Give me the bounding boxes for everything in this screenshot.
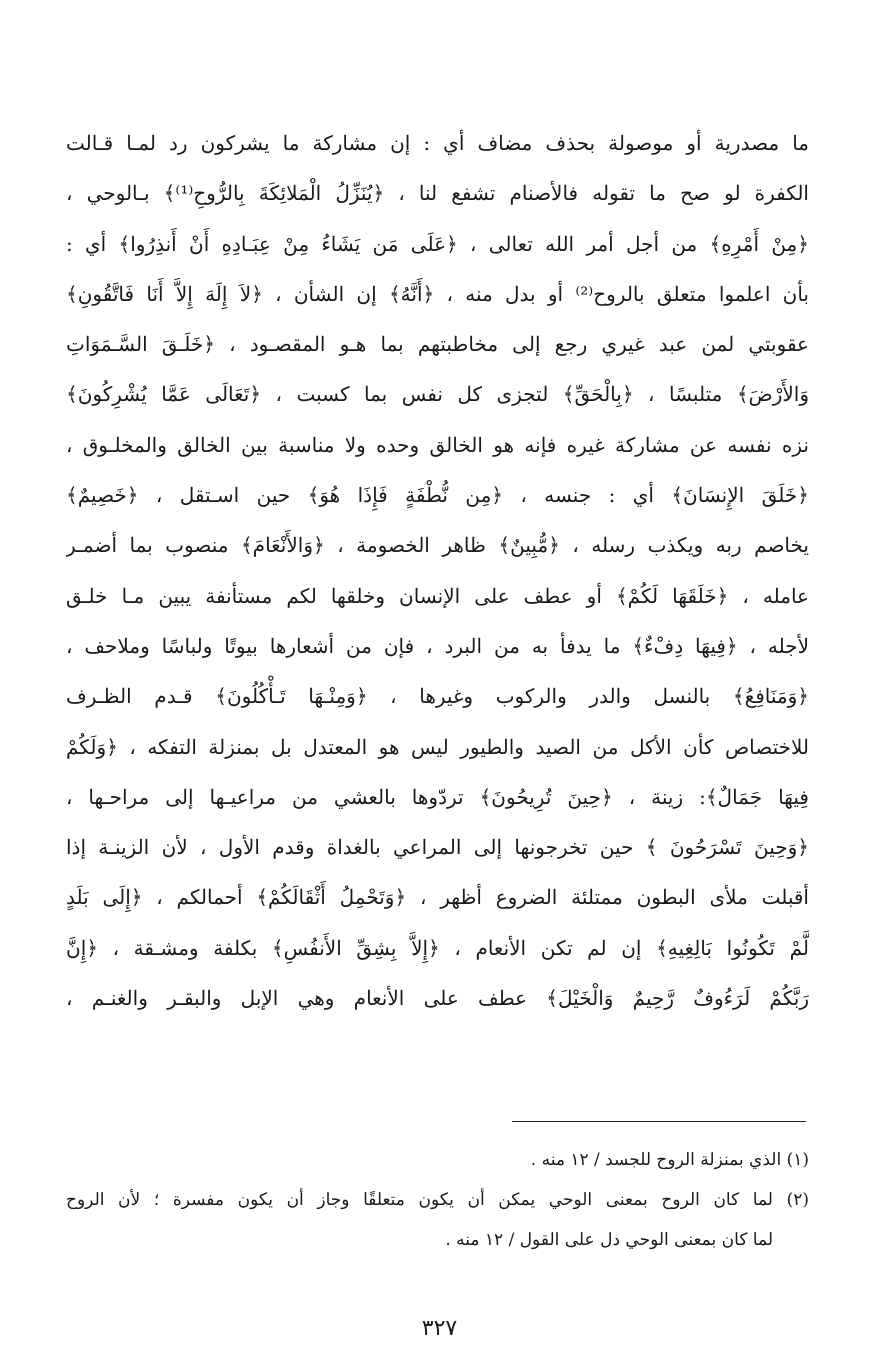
main-text [66, 118, 809, 1023]
text-line: يخاصم ربه ويكذب رسله ، ﴿مُّبِينٌ﴾ ظاهر الخصومة ، ﴿وَالأَنْعَامَ﴾ منصوب بما أضمـر [66, 533, 809, 558]
footnote-divider [512, 1121, 806, 1122]
text-line: للاختصاص كأن الأكل من الصيد والطيور ليس هو المعتدل بل بمنزلة التفكه ، ﴿وَلَكُمْ [66, 734, 809, 759]
text-line: عامله ، ﴿خَلَقَهَا لَكُمْ﴾ أو عطف على الإنسان وخلقها لكم مستأنفة يبين مـا خلـق [66, 583, 809, 608]
footnote-2: (٢) لما كان الروح بمعنى الوحي يمكن أن يكون متعلقًا وجاز أن يكون مفسرة ؛ لأن الروح [66, 1190, 809, 1210]
footnote-1: (١) الذي بمنزلة الروح للجسد / ١٢ منه . [530, 1150, 809, 1170]
text-line: لَّمْ تَكُونُوا بَالِغِيهِ﴾ إن لم تكن الأنعام ، ﴿إِلاَّ بِشِقِّ الأَنفُسِ﴾ بكلفة ومشـقة ، ﴿إِنَّ [66, 935, 809, 960]
text-line: لأجله ، ﴿فِيهَا دِفْءٌ﴾ ما يدفأ به من البرد ، فإن من أشعارها بيوتًا ولباسًا وملاحف ، [66, 633, 809, 658]
text-line: ﴿وَحِينَ تَسْرَحُونَ ﴾ حين تخرجونها إلى المراعي بالغداة وقدم الأول ، لأن الزينـة إذا [66, 835, 809, 860]
text-line: عقوبتي لمن عبد غيري رجع إلى مخاطبتهم بما هـو المقصـود ، ﴿خَلَـقَ السَّـمَوَاتِ [66, 332, 809, 357]
text-line: فِيهَا جَمَالٌ﴾: زينة ، ﴿حِينَ تُرِيحُونَ﴾ تردّوها بالعشي من مراعيـها إلى مراحـها ، [66, 784, 809, 809]
text-line: ﴿وَمَنَافِعُ﴾ بالنسل والدر والركوب وغيرها ، ﴿وَمِنْـهَا تَـأْكُلُونَ﴾ قـدم الظـرف [66, 684, 809, 709]
footnotes [66, 1140, 809, 1260]
text-line: نزه نفسه عن مشاركة غيره فإنه هو الخالق وحده ولا مناسبة بين الخالق والمخلـوق ، [66, 432, 809, 457]
page-number: ٣٢٧ [421, 1316, 458, 1341]
text-line: ما مصدرية أو موصولة بحذف مضاف أي : إن مشاركة ما يشركون رد لمـا قـالت [66, 131, 809, 155]
text-line: وَالأَرْضَ﴾ متلبسًا ، ﴿بِالْحَقِّ﴾ لتجزى كل نفس بما كسبت ، ﴿تَعَالَى عَمَّا يُشْرِكُونَ﴾ [66, 382, 809, 407]
text-line: أقبلت ملأى البطون ممتلئة الضروع أظهر ، ﴿وَتَحْمِلُ أَثْقَالَكُمْ﴾ أحمالكم ، ﴿إِلَى بَلَدٍ [66, 885, 809, 910]
text-line: بأن اعلموا متعلق بالروح⁽²⁾ أو بدل منه ، ﴿أَنَّهُ﴾ إن الشأن ، ﴿لاَ إِلَهَ إِلاَّ أَنَا فَاتَّقُونِ﴾ [66, 281, 809, 306]
text-line: ﴿خَلَقَ الإِنسَانَ﴾ أي : جنسه ، ﴿مِن نُّطْفَةٍ فَإِذَا هُوَ﴾ حين اسـتقل ، ﴿خَصِيمٌ﴾ [66, 483, 809, 508]
text-line: رَبَّكُمْ لَرَءُوفٌ رَّحِيمٌ وَالْخَيْلَ﴾ عطف على الأنعام وهي الإبل والبقـر والغنـم ، [66, 986, 809, 1011]
footnote-2-continued: لما كان بمعنى الوحي دل على القول / ١٢ منه . [445, 1230, 773, 1250]
text-line: ﴿مِنْ أَمْرِهِ﴾ من أجل أمر الله تعالى ، ﴿عَلَى مَن يَشَاءُ مِنْ عِبَـادِهِ أَنْ أَنذِرُوا﴾ أي : [66, 231, 809, 256]
text-line: الكفرة لو صح ما تقوله فالأصنام تشفع لنا ، ﴿يُنَزِّلُ الْمَلائِكَةَ بِالرُّوحِ⁽¹⁾﴾ بـالوحي ، [66, 181, 809, 206]
